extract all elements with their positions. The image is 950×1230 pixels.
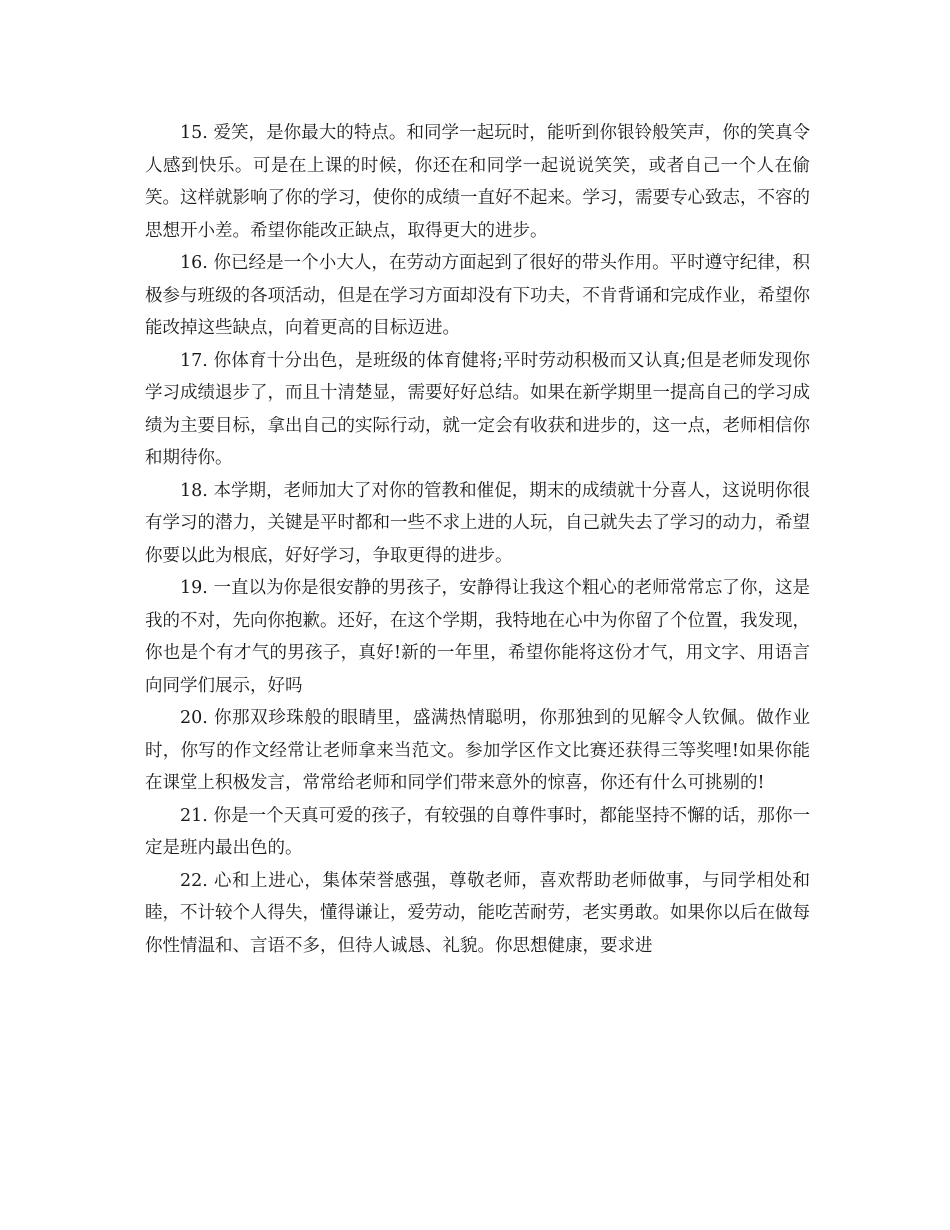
document-body [145,117,810,962]
paragraph-22: 22. 心和上进心，集体荣誉感强，尊敬老师，喜欢帮助老师做事，与同学相处和睦，不计较个人得失，懂得谦让，爱劳动，能吃苦耐劳，老实勇敢。如果你以后在做每你性情温和、言语不多，但待人诚恳、礼貌。你思想健康，要求进 [145,870,810,956]
paragraph-15: 15. 爱笑，是你最大的特点。和同学一起玩时，能听到你银铃般笑声，你的笑真令人感到快乐。可是在上课的时候，你还在和同学一起说说笑笑，或者自己一个人在偷笑。这样就影响了你的学习，使你的成绩一直好不起来。学习，需要专心致志，不容的思想开小差。希望你能改正缺点，取得更大的进步。 [145,123,810,241]
paragraph-20: 20. 你那双珍珠般的眼睛里，盛满热情聪明，你那独到的见解令人钦佩。做作业时，你写的作文经常让老师拿来当范文。参加学区作文比赛还获得三等奖哩!如果你能在课堂上积极发言，常常给老师和同学们带来意外的惊喜，你还有什么可挑剔的! [145,708,810,793]
paragraph-17: 17. 你体育十分出色，是班级的体育健将;平时劳动积极而又认真;但是老师发现你学习成绩退步了，而且十清楚显，需要好好总结。如果在新学期里一提高自己的学习成绩为主要目标，拿出自己的实际行动，就一定会有收获和进步的，这一点，老师相信你和期待你。 [145,350,810,468]
paragraph-21: 21. 你是一个天真可爱的孩子，有较强的自尊件事时，都能坚持不懈的话，那你一定是班内最出色的。 [145,805,810,858]
paragraph-16: 16. 你已经是一个小大人，在劳动方面起到了很好的带头作用。平时遵守纪律，积极参与班级的各项活动，但是在学习方面却没有下功夫，不肯背诵和完成作业，希望你能改掉这些缺点，向着更高的目标迈进。 [145,253,810,338]
paragraph-19: 19. 一直以为你是很安静的男孩子，安静得让我这个粗心的老师常常忘了你，这是我的不对，先向你抱歉。还好，在这个学期，我特地在心中为你留了个位置，我发现，你也是个有才气的男孩子，真好!新的一年里，希望你能将这份才气，用文字、用语言向同学们展示，好吗 [145,578,810,696]
paragraph-18: 18. 本学期，老师加大了对你的管教和催促，期末的成绩就十分喜人，这说明你很有学习的潜力，关键是平时都和一些不求上进的人玩，自己就失去了学习的动力，希望你要以此为根底，好好学习，争取更得的进步。 [145,480,810,566]
